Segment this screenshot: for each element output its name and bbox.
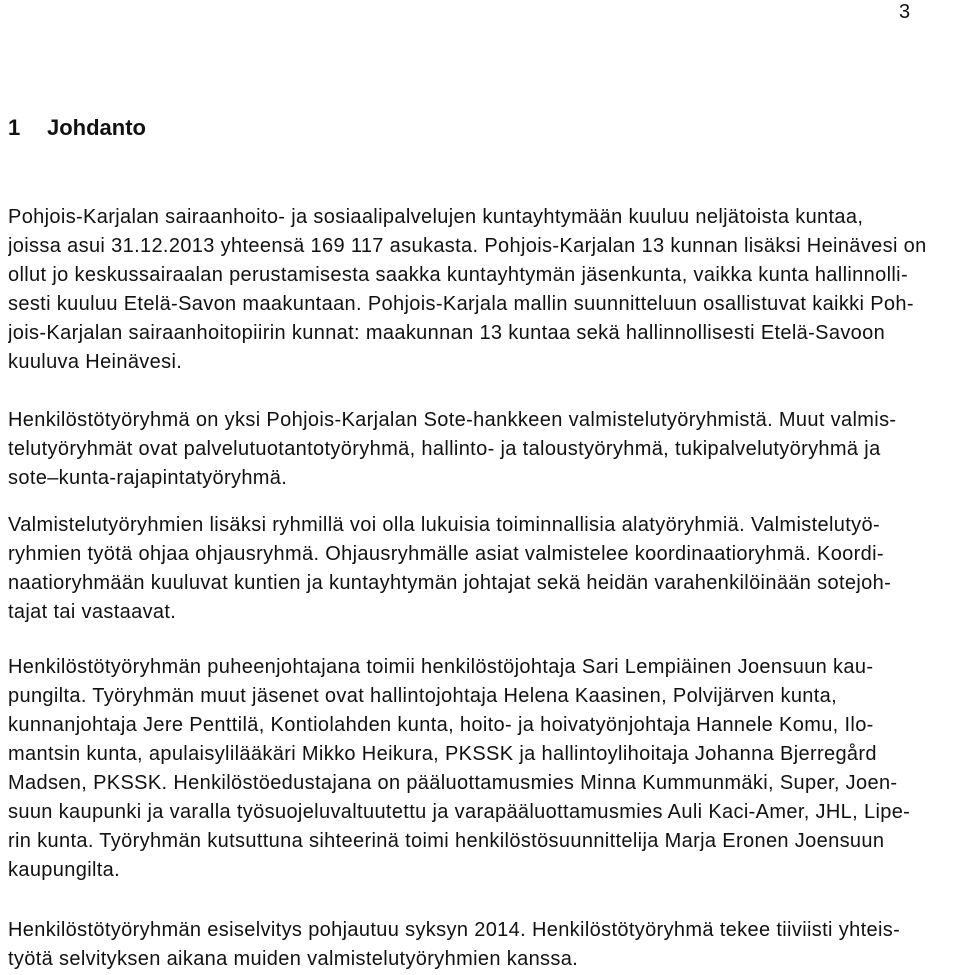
text-line: Henkilöstötyöryhmä on yksi Pohjois-Karjalan Sote-hankkeen valmistelutyöryhmistä. Muut valmis- bbox=[8, 409, 897, 431]
text-line: suun kaupunki ja varalla työsuojeluvaltuutettu ja varapääluottamusmies Auli Kaci-Amer, JHL, Lipe- bbox=[8, 801, 911, 823]
section-heading bbox=[8, 113, 146, 143]
paragraph-members bbox=[8, 653, 954, 885]
text-line: kaupungilta. bbox=[8, 859, 121, 881]
section-number: 1 bbox=[8, 115, 21, 140]
text-line: jois-Karjalan sairaanhoitopiirin kunnat: maakunnan 13 kuntaa sekä hallinnollisesti Etelä-Savoon bbox=[8, 322, 886, 344]
paragraph-steering bbox=[8, 511, 954, 627]
text-line: Madsen, PKSSK. Henkilöstöedustajana on pääluottamusmies Minna Kummunmäki, Super, Joen- bbox=[8, 772, 898, 794]
text-line: joissa asui 31.12.2013 yhteensä 169 117 asukasta. Pohjois-Karjalan 13 kunnan lisäksi Heinävesi on bbox=[8, 235, 927, 257]
text-line: sote–kunta-rajapintatyöryhmä. bbox=[8, 467, 288, 489]
text-line: telutyöryhmät ovat palvelutuotantotyöryhmä, hallinto- ja taloustyöryhmä, tukipalvelutyöryhmä ja bbox=[8, 438, 881, 460]
text-line: tajat tai vastaavat. bbox=[8, 601, 177, 623]
text-line: pungilta. Työryhmän muut jäsenet ovat hallintojohtaja Helena Kaasinen, Polvijärven kunta, bbox=[8, 685, 838, 707]
text-line: rin kunta. Työryhmän kutsuttuna sihteerinä toimi henkilöstösuunnittelija Marja Eronen Joensuun bbox=[8, 830, 885, 852]
text-line: sesti kuuluu Etelä-Savon maakuntaan. Pohjois-Karjala mallin suunnitteluun osallistuvat kaikki Poh- bbox=[8, 293, 914, 315]
text-line: kunnanjohtaja Jere Penttilä, Kontiolahden kunta, hoito- ja hoivatyönjohtaja Hannele Komu, Ilo- bbox=[8, 714, 874, 736]
text-line: Pohjois-Karjalan sairaanhoito- ja sosiaalipalvelujen kuntayhtymään kuuluu neljätoista kuntaa, bbox=[8, 206, 864, 228]
text-line: ollut jo keskussairaalan perustamisesta saakka kuntayhtymän jäsenkunta, vaikka kunta hallinnolli- bbox=[8, 264, 908, 286]
text-line: naatioryhmään kuuluvat kuntien ja kuntayhtymän johtajat sekä heidän varahenkilöinään sotejoh- bbox=[8, 572, 892, 594]
paragraph-municipalities bbox=[8, 203, 954, 377]
text-line: työtä selvityksen aikana muiden valmistelutyöryhmien kanssa. bbox=[8, 948, 579, 970]
text-line: kuuluva Heinävesi. bbox=[8, 351, 183, 373]
paragraph-working-groups bbox=[8, 406, 954, 493]
text-line: mantsin kunta, apulaisylilääkäri Mikko Heikura, PKSSK ja hallintoylihoitaja Johanna Bjerregård bbox=[8, 743, 877, 765]
text-line: Henkilöstötyöryhmän puheenjohtajana toimii henkilöstöjohtaja Sari Lempiäinen Joensuun kau- bbox=[8, 656, 874, 678]
section-title: Johdanto bbox=[47, 115, 146, 140]
page-number: 3 bbox=[899, 1, 911, 23]
text-line: ryhmien työtä ohjaa ohjausryhmä. Ohjausryhmälle asiat valmistelee koordinaatioryhmä. Koordi- bbox=[8, 543, 884, 565]
text-line: Henkilöstötyöryhmän esiselvitys pohjautuu syksyn 2014. Henkilöstötyöryhmä tekee tiiviisti yhteis- bbox=[8, 919, 901, 941]
text-line: Valmistelutyöryhmien lisäksi ryhmillä voi olla lukuisia toiminnallisia alatyöryhmiä. Valmistelutyö- bbox=[8, 514, 880, 536]
paragraph-preliminary-study bbox=[8, 916, 954, 974]
